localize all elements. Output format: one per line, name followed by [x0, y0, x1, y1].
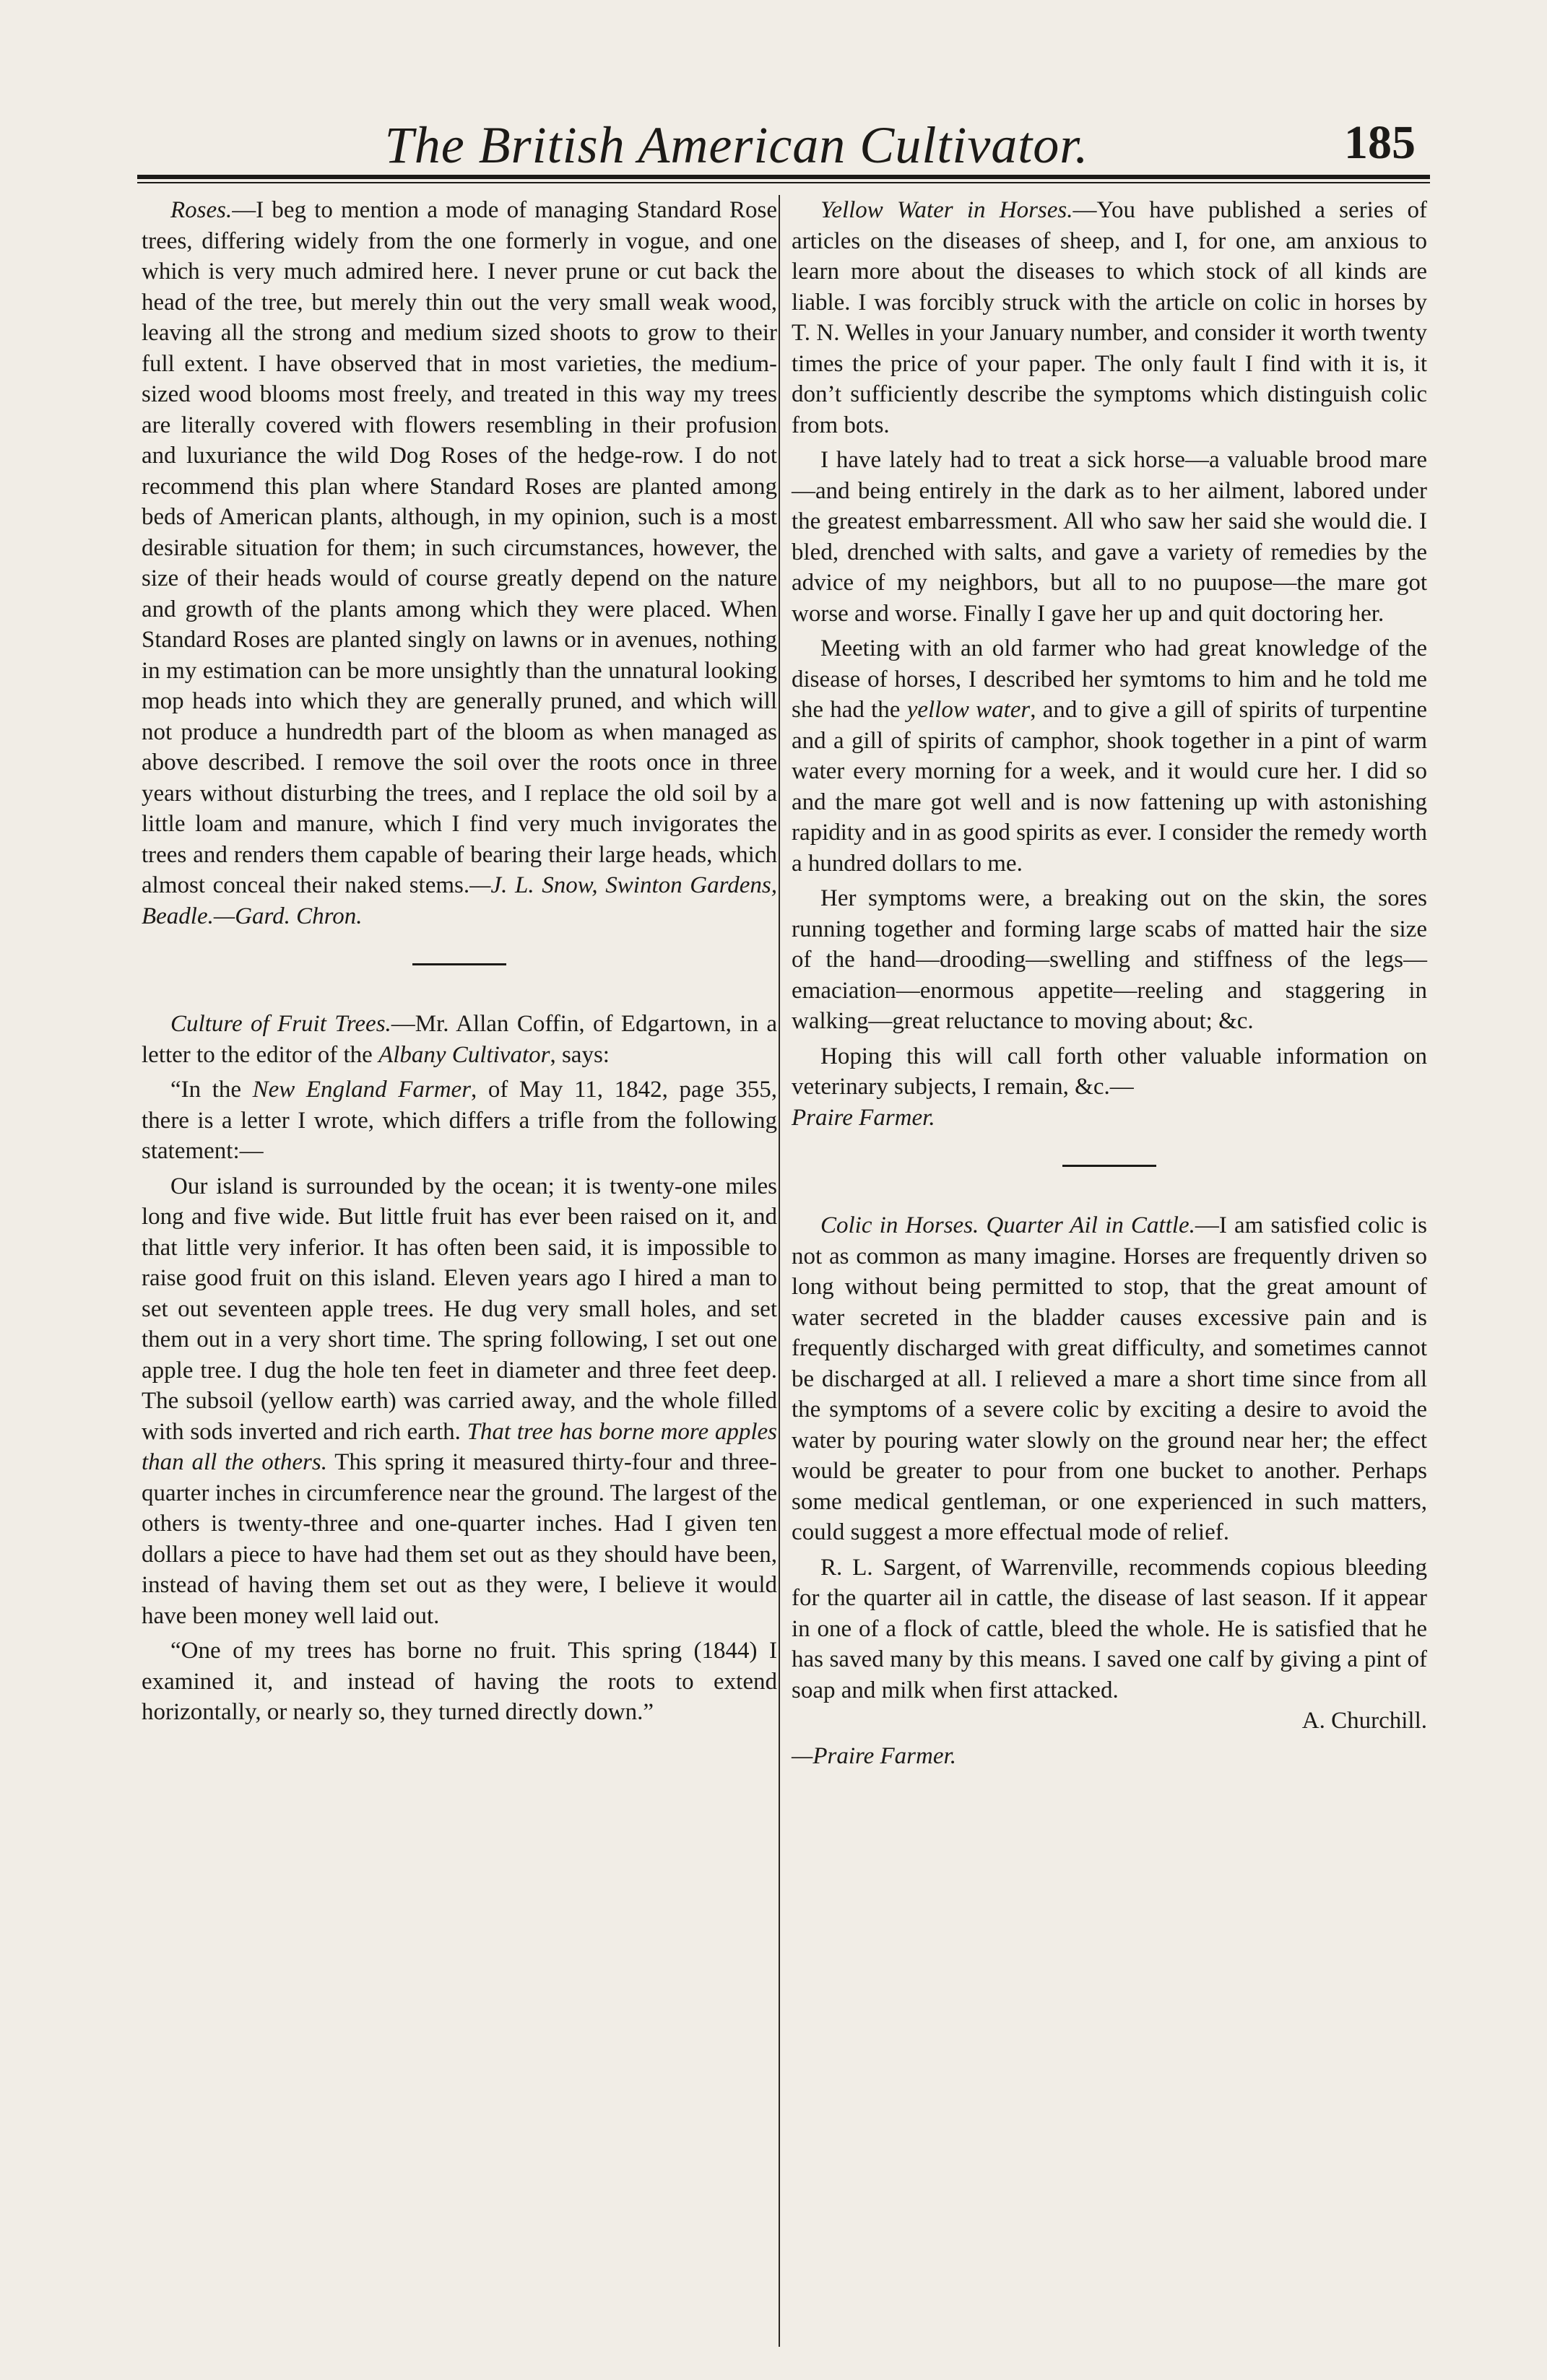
yellow-water-para1: Yellow Water in Horses.—You have published a series of articles on the diseases of sheep, and I, for one, am anxious to learn more about the diseases to which stock of all kinds are liable. I was forcibly struck with the article on colic in horses by T. N. Welles in your January number, and consider it worth twenty times the price of your paper. The only fault I find with it is, it don’t sufficiently describe the symptoms which distinguish colic from bots.: [792, 197, 1427, 438]
right-column: [792, 195, 1427, 1776]
yellow-water-para5: Hoping this will call forth other valuable information on veterinary subjects, I remain, &c.—: [792, 1043, 1427, 1100]
fruit-trees-para2: Our island is surrounded by the ocean; it is twenty-one miles long and five wide. But little fruit has ever been raised on it, and that little very inferior. It has often been said, it is impossible to raise good fruit on this island. Eleven years ago I hired a man to set out seventeen apple trees. He dug very small holes, and set them out in a very short time. The spring following, I set out one apple tree. I dug the hole ten feet in diameter and three feet deep. The subsoil (yellow earth) was carried away, and the whole filled with sods inverted and rich earth. That tree has borne more apples than all the others. This spring it measured thirty-four and three-quarter inches in circumference near the ground. The largest of the others is twenty-three and one-quarter inches. Had I given ten dollars a piece to have had them set out as they should have been, instead of having them set out as they were, I believe it would have been money well laid out.: [142, 1173, 777, 1629]
colic-para1: Colic in Horses. Quarter Ail in Cattle.—I am satisfied colic is not as common as many imagine. Horses are frequently driven so long without being permitted to stop, that the great amount of water secreted in the bladder causes excessive pain and is frequently discharged with great difficulty, and sometimes cannot be discharged at all. I relieved a mare a short time since from all the symptoms of a severe colic by exciting a desire to avoid the water by pouring water slowly on the ground near her; the effect would be greater to pour from one bucket to another. Perhaps some medical gentleman, or one experienced in such matters, could suggest a more effectual mode of relief.: [792, 1212, 1428, 1545]
page-title: The British American Cultivator.: [384, 116, 1089, 174]
article-separator-right: [1062, 1165, 1156, 1167]
roses-article: [142, 195, 777, 931]
roses-heading: Roses.: [170, 197, 233, 223]
roses-signature: —J. L. Snow, Swinton Gardens, Beadle.—Gard. Chron.: [142, 872, 777, 929]
left-column: [142, 195, 777, 1732]
yellow-water-para3: Meeting with an old farmer who had great knowledge of the disease of horses, I described her symtoms to him and he told me she had the yellow water, and to give a gill of spirits of turpentine and a gill of spirits of camphor, shook together in a pint of warm water every morning for a week, and it would cure her. I did so and the mare got well and is now fattening up with astonishing rapidity and in as good spirits as ever. I consider the remedy worth a hundred dollars to me.: [792, 635, 1427, 877]
fruit-trees-para3: “One of my trees has borne no fruit. This spring (1844) I examined it, and instead of having the roots to extend horizontally, or nearly so, they turned directly down.”: [142, 1638, 777, 1725]
header-rule-thick: [137, 175, 1430, 179]
colic-para2: R. L. Sargent, of Warrenville, recommends copious bleeding for the quarter ail in cattle, the disease of last season. If it appear in one of a flock of cattle, bleed the whole. He is satisfied that he has saved many by this means. I saved one calf by giving a pint of soap and milk when first attacked.: [792, 1554, 1427, 1703]
yellow-water-para4: Her symptoms were, a breaking out on the skin, the sores running together and forming large scabs of matted hair the size of the hand—drooding—swelling and stiffness of the legs—emaciation—enormous appetite—reeling and staggering in walking—great reluctance to moving about; &c.: [792, 885, 1427, 1034]
colic-heading: Colic in Horses. Quarter Ail in Cattle.: [820, 1212, 1195, 1238]
page-header: [137, 101, 1437, 173]
article-separator: [412, 963, 506, 965]
column-divider: [779, 195, 780, 2347]
fruit-trees-quote: “In the New England Farmer, of May 11, 1842, page 355, there is a letter I wrote, which differs a trifle from the following statement:—: [142, 1077, 777, 1164]
page-number: 185: [1344, 116, 1416, 169]
fruit-trees-intro: Culture of Fruit Trees.—Mr. Allan Coffin, of Edgartown, in a letter to the editor of the Albany Cultivator, says:: [142, 1011, 777, 1068]
yellow-water-para2: I have lately had to treat a sick horse—a valuable brood mare—and being entirely in the dark as to her ailment, labored under the greatest embarressment. All who saw her said she would die. I bled, drenched with salts, and gave a variety of remedies by the advice of my neighbors, but all to no puupose—the mare got worse and worse. Finally I gave her up and quit doctoring her.: [792, 447, 1427, 627]
roses-body: —I beg to mention a mode of managing Standard Rose trees, differing widely from the one formerly in vogue, and one which is very much admired here. I never prune or cut back the head of the tree, but merely thin out the very small weak wood, leaving all the strong and medium sized shoots to grow to their full extent. I have observed that in most varieties, the medium-sized wood blooms most freely, and treated in this way my trees are literally covered with flowers resembling in their profusion and luxuriance the wild Dog Roses of the hedge-row. I do not recommend this plan where Standard Roses are planted among beds of American plants, although, in my opinion, such is a most desirable situation for them; in such circumstances, however, the size of their heads would of course greatly depend on the nature and growth of the plants among which they were placed. When Standard Roses are planted singly on lawns or in avenues, nothing in my estimation can be more unsightly than the unnatural looking mop heads into which they are generally pruned, and which will not produce a hundredth part of the bloom as when managed as above described. I remove the soil over the roots once in three years without disturbing the trees, and I replace the old soil by a little loam and manure, which I find very much invigorates the trees and renders them capable of bearing their large heads, which almost conceal their naked stems.: [142, 197, 777, 898]
header-rule-thin: [137, 182, 1430, 183]
colic-source: —Praire Farmer.: [792, 1742, 956, 1769]
yellow-water-source: Praire Farmer.: [792, 1104, 935, 1131]
fruit-trees-heading: Culture of Fruit Trees.: [170, 1011, 391, 1037]
yellow-water-heading: Yellow Water in Horses.: [820, 197, 1073, 223]
colic-signature: A. Churchill.: [1301, 1708, 1427, 1734]
